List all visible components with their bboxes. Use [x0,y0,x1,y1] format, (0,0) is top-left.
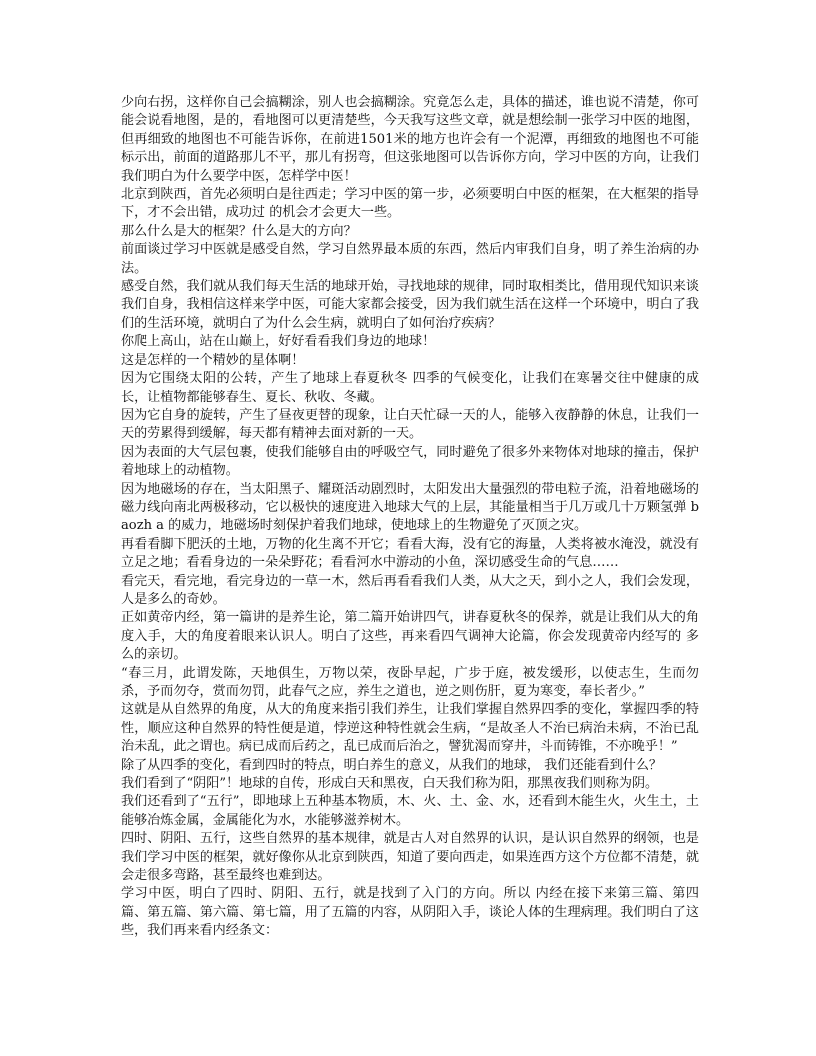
paragraph-19: 我们还看到了“五行”，即地球上五种基本物质，木、火、土、金、水，还看到木能生火，火生土，土能够冶炼金属，金属能化为水，水能够滋养树木。 [121,794,699,828]
paragraph-01: 少向右拐，这样你自己会搞糊涂，别人也会搞糊涂。究竟怎么走，具体的描述，谁也说不清楚，你可能会说看地图，是的，看地图可以更清楚些，今天我写这些文章，就是想绘制一张学习中医的地图，但再细致的地图也不可能告诉你，在前进1501米的地方也许会有一个泥潭，再细致的地图也不可能标示出，前面的道路那儿不平，那儿有拐弯，但这张地图可以告诉你方向，学习中医的方向，让我们我们明白为什么要学中医，怎样学中医！ [121,95,699,184]
paragraph-05: 感受自然，我们就从我们每天生活的地球开始，寻找地球的规律，同时取相类比，借用现代知识来谈我们自身，我相信这样来学中医，可能大家都会接受，因为我们就生活在这样一个环境中，明白了我们的生活环境，就明白了为什么会生病，就明白了如何治疗疾病？ [121,279,699,331]
paragraph-16: 这就是从自然界的角度，从大的角度来指引我们养生，让我们掌握自然界四季的变化，掌握四季的特性，顺应这种自然界的特性便是道，悖逆这种特性就会生病，“是故圣人不治已病治未病，不治已乱治未乱，此之谓也。病已成而后药之，乱已成而后治之，譬犹渴而穿井，斗而铸锥，不亦晚乎！” [121,702,699,755]
paragraph-12: 再看看脚下肥沃的土地，万物的化生离不开它；看看大海，没有它的海量，人类将被水淹没，就没有立足之地；看看身边的一朵朵野花；看看河水中游动的小鱼，深切感受生命的气息…… [121,536,699,571]
paragraph-04: 前面谈过学习中医就是感受自然，学习自然界最本质的东西，然后内审我们自身，明了养生治病的办法。 [121,242,699,276]
paragraph-17: 除了从四季的变化，看到四时的特点，明白养生的意义，从我们的地球， 我们还能看到什么？ [121,757,663,773]
paragraph-07: 这是怎样的一个精妙的星体啊！ [121,352,305,368]
paragraph-11: 因为地磁场的存在，当太阳黑子、耀斑活动剧烈时，太阳发出大量强烈的带电粒子流，沿着地磁场的磁力线向南北两极移动，它以极快的速度进入地球大气的上层，其能量相当于几万或几十万颗氢弹 baozh a 的威力，地磁场时刻保护着我们地球，使地球上的生物避免了灭顶之灾。 [121,481,699,534]
paragraph-10: 因为表面的大气层包裹，使我们能够自由的呼吸空气，同时避免了很多外来物体对地球的撞击，保护着地球上的动植物。 [121,444,699,479]
paragraph-18: 我们看到了“阴阳”！地球的自传，形成白天和黑夜，白天我们称为阳，那黑夜我们则称为阴。 [121,776,659,792]
paragraph-06: 你爬上高山，站在山巅上，好好看看我们身边的地球！ [121,334,436,350]
paragraph-15: “春三月，此谓发陈，天地俱生，万物以荣，夜卧早起，广步于庭，被发缓形，以使志生，生而勿杀，予而勿夺，赏而勿罚，此春气之应，养生之道也，逆之则伤肝，夏为寒变，奉长者少。” [121,665,699,699]
paragraph-03: 那么什么是大的框架？什么是大的方向？ [121,223,357,239]
paragraph-02: 北京到陕西，首先必须明白是往西走；学习中医的第一步，必须要明白中医的框架，在大框架的指导下，才不会出错，成功过 的机会才会更大一些。 [121,187,699,221]
paragraph-21: 学习中医，明白了四时、阴阳、五行，就是找到了入门的方向。所以 内经在接下来第三篇、第四篇、第五篇、第六篇、第七篇，用了五篇的内容，从阴阳入手，谈论人体的生理病理。我们明白了这些，我们再来看内经条文： [121,886,699,939]
paragraph-08: 因为它围绕太阳的公转，产生了地球上春夏秋冬 四季的气候变化，让我们在寒暑交往中健康的成长，让植物都能够春生、夏长、秋收、冬藏。 [121,371,699,405]
paragraph-14: 正如黄帝内经，第一篇讲的是养生论，第二篇开始讲四气，讲春夏秋冬的保养，就是让我们从大的角度入手，大的角度着眼来认识人。明白了这些，再来看四气调神大论篇，你会发现黄帝内经写的 多么的亲切。 [121,610,699,663]
paragraph-13: 看完天，看完地，看完身边的一草一木，然后再看看我们人类，从大之天，到小之人，我们会发现，人是多么的奇妙。 [121,573,699,607]
paragraph-09: 因为它自身的旋转，产生了昼夜更替的现象，让白天忙碌一天的人，能够入夜静静的休息，让我们一天的劳累得到缓解，每天都有精神去面对新的一天。 [121,407,699,442]
paragraph-20: 四时、阴阳、五行，这些自然界的基本规律，就是古人对自然界的认识，是认识自然界的纲领，也是我们学习中医的框架，就好像你从北京到陕西，知道了要向西走，如果连西方这个方位都不清楚，就会走很多弯路，甚至最终也难到达。 [121,831,699,884]
document-page [121,94,699,941]
